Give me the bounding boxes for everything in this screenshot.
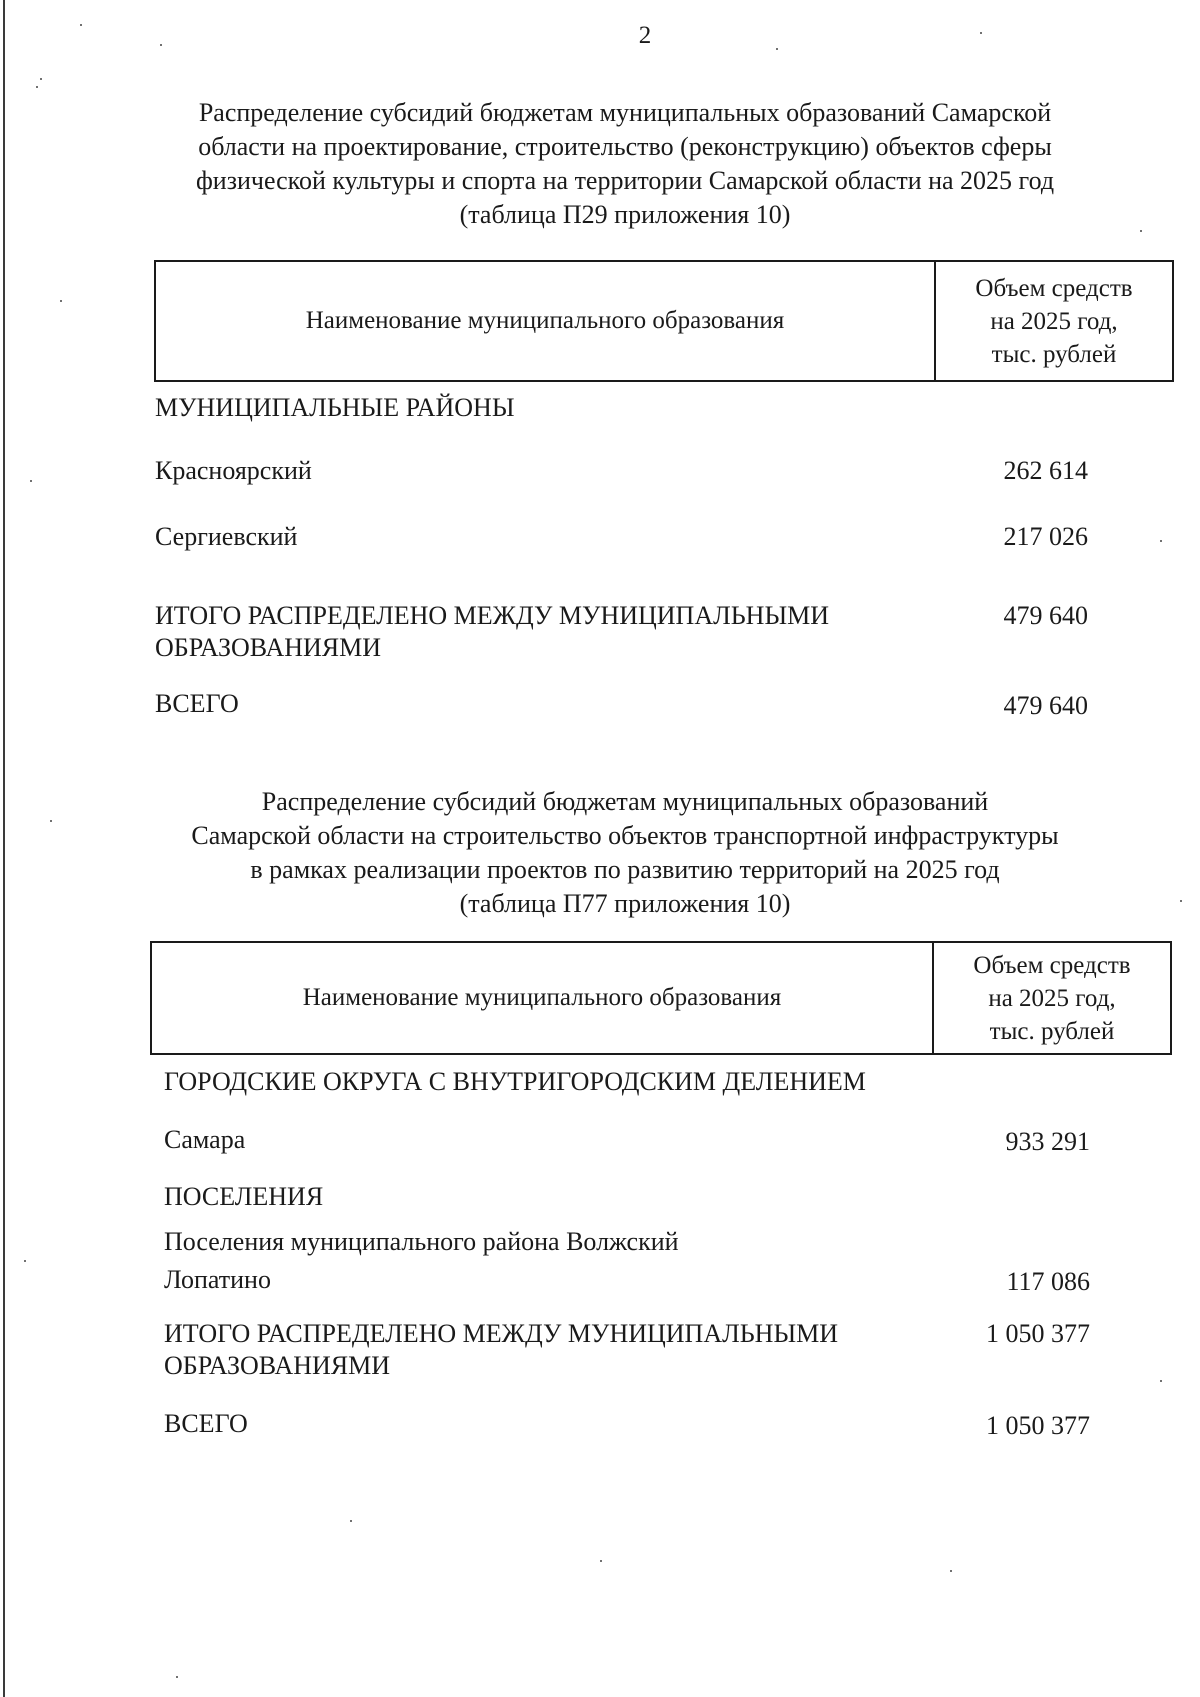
header-value-line: Объем средств bbox=[973, 951, 1131, 979]
title-line: (таблица П29 приложения 10) bbox=[459, 200, 791, 229]
header-value-line: тыс. рублей bbox=[989, 1017, 1115, 1045]
title-line: в рамках реализации проектов по развитию территорий на 2025 год bbox=[250, 855, 1000, 884]
header-value-line: Объем средств bbox=[975, 274, 1133, 302]
total-label-line: ОБРАЗОВАНИЯМИ bbox=[164, 1351, 391, 1380]
header-value-line: на 2025 год, bbox=[990, 307, 1118, 335]
total-label-line: ОБРАЗОВАНИЯМИ bbox=[155, 633, 382, 662]
title-line: Самарской области на строительство объектов транспортной инфраструктуры bbox=[191, 821, 1059, 850]
total-row-value: 479 640 bbox=[1003, 601, 1088, 630]
subgroup-label: Поселения муниципального района Волжский bbox=[164, 1227, 679, 1256]
header-value-line: на 2025 год, bbox=[988, 984, 1116, 1012]
header-value-column bbox=[936, 262, 1172, 380]
title-line: (таблица П77 приложения 10) bbox=[459, 889, 791, 918]
total-label-line: ИТОГО РАСПРЕДЕЛЕНО МЕЖДУ МУНИЦИПАЛЬНЫМИ bbox=[164, 1319, 839, 1348]
table-row-value: 217 026 bbox=[1003, 522, 1088, 551]
grand-total-label: ВСЕГО bbox=[164, 1409, 248, 1438]
table-header bbox=[150, 941, 1172, 1055]
header-name-column: Наименование муниципального образования bbox=[156, 262, 936, 380]
table-title bbox=[140, 96, 1110, 232]
grand-total-value: 479 640 bbox=[1003, 691, 1088, 720]
page-number: 2 bbox=[638, 22, 652, 49]
title-line: Распределение субсидий бюджетам муниципальных образований bbox=[261, 787, 989, 816]
total-row-value: 1 050 377 bbox=[986, 1319, 1090, 1348]
header-value-column bbox=[934, 943, 1170, 1053]
table-row-value: 262 614 bbox=[1003, 456, 1088, 485]
title-line: физической культуры и спорта на территории Самарской области на 2025 год bbox=[195, 166, 1055, 195]
table-header bbox=[154, 260, 1174, 382]
table-row-value: 933 291 bbox=[1005, 1127, 1090, 1156]
section-heading: МУНИЦИПАЛЬНЫЕ РАЙОНЫ bbox=[155, 393, 515, 422]
table-row-label: Самара bbox=[164, 1125, 246, 1154]
total-row-label bbox=[164, 1318, 838, 1382]
section-heading: ГОРОДСКИЕ ОКРУГА С ВНУТРИГОРОДСКИМ ДЕЛЕНИЕМ bbox=[164, 1067, 866, 1096]
table-title bbox=[140, 785, 1110, 921]
table-row-value: 117 086 bbox=[1006, 1267, 1090, 1296]
table-row-label: Лопатино bbox=[164, 1265, 271, 1294]
table-row-label: Сергиевский bbox=[155, 522, 298, 551]
title-line: Распределение субсидий бюджетам муниципальных образований Самарской bbox=[198, 98, 1052, 127]
total-row-label bbox=[155, 600, 829, 664]
title-line: области на проектирование, строительство (реконструкцию) объектов сферы bbox=[198, 132, 1052, 161]
section-heading: ПОСЕЛЕНИЯ bbox=[164, 1182, 324, 1211]
table-row-label: Красноярский bbox=[155, 456, 312, 485]
grand-total-label: ВСЕГО bbox=[155, 689, 239, 718]
grand-total-value: 1 050 377 bbox=[986, 1411, 1090, 1440]
header-name-column: Наименование муниципального образования bbox=[152, 943, 934, 1053]
header-value-line: тыс. рублей bbox=[991, 340, 1117, 368]
scan-left-edge bbox=[3, 0, 5, 1697]
total-label-line: ИТОГО РАСПРЕДЕЛЕНО МЕЖДУ МУНИЦИПАЛЬНЫМИ bbox=[155, 601, 830, 630]
